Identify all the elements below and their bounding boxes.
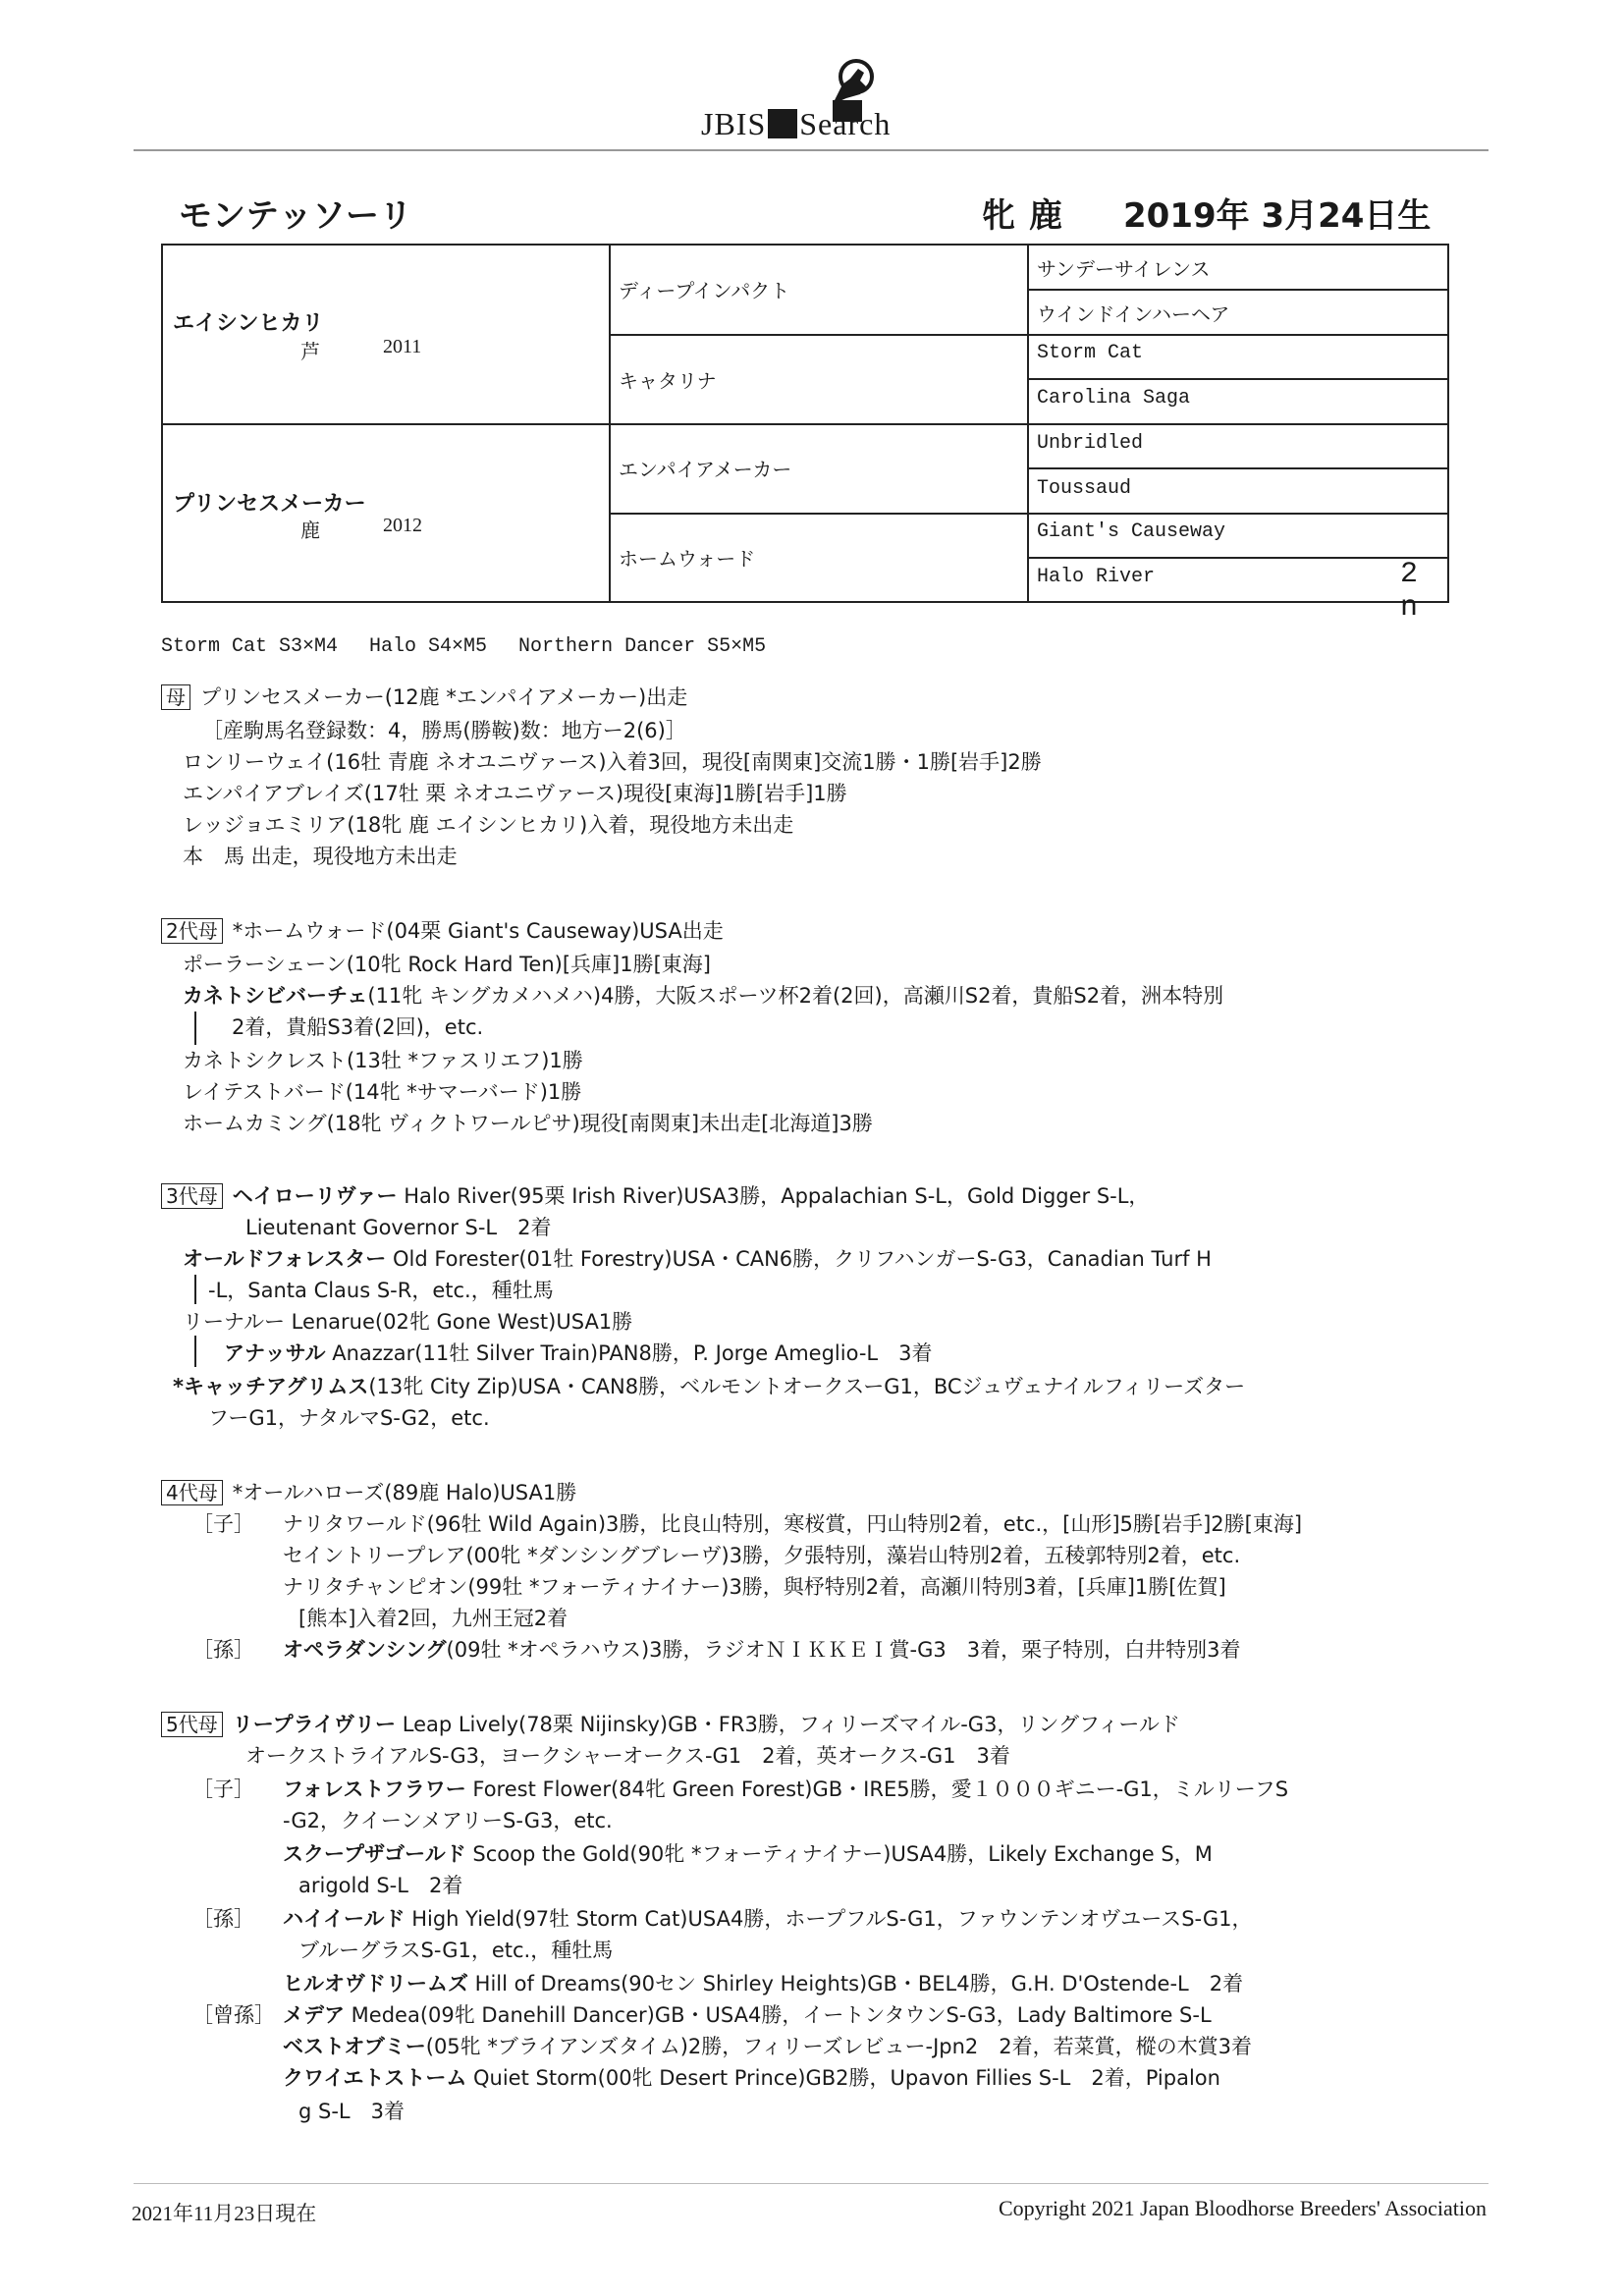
g5dam-line: メデア Medea(09牝 Danehill Dancer)GB・USA4勝，イートンタウンS-G3，Lady Baltimore S-L — [283, 2003, 1212, 2027]
header-divider — [134, 149, 1489, 151]
footer-divider — [134, 2183, 1489, 2184]
pedigree-g2-2: キャタリナ — [619, 369, 717, 393]
sire-name: エイシンヒカリ — [173, 311, 324, 336]
dam-year: 2012 — [383, 515, 422, 536]
g2dam-line: カネトシビバーチェ(11牝 キングカメハメハ)4勝，大阪スポーツ杯2着(2回)，高瀬川S2着，貴船S2着，洲本特別 — [183, 984, 1224, 1008]
g3dam-line: -L，Santa Claus S-R，etc.，種牡馬 — [208, 1279, 554, 1302]
g4dam-label-grand: ［孫］ — [192, 1638, 254, 1662]
pedigree-g2-3: エンパイアメーカー — [619, 458, 792, 481]
pedigree-g3-7: Giant's Causeway — [1037, 520, 1226, 543]
g5dam-line: クワイエトストーム Quiet Storm(00牝 Desert Prince)GB2勝，Upavon Fillies S-L 2着，Pipalon — [283, 2066, 1220, 2090]
pedigree-g3-1: サンデーサイレンス — [1037, 257, 1211, 281]
dam-line: ロンリーウェイ(16牡 青鹿 ネオユニヴァース)入着3回，現役[南関東]交流1勝・1勝[岩手]2勝 — [183, 750, 1042, 774]
pedigree-g3-4: Carolina Saga — [1037, 387, 1191, 410]
g5dam-label-grand: ［孫］ — [192, 1907, 254, 1931]
pedigree-g3-3: Storm Cat — [1037, 342, 1144, 364]
g4dam-line: ナリタワールド(96牡 Wild Again)3勝，比良山特別，寒桜賞，円山特別2着，etc.，[山形]5勝[岩手]2勝[東海] — [283, 1512, 1303, 1536]
g3dam-line: アナッサル Anazzar(11牡 Silver Train)PAN8勝，P. Jorge Ameglio-L 3着 — [224, 1341, 933, 1365]
logo-text: JBIS Search — [701, 106, 892, 141]
g5dam-section-head: 5代母 リープライヴリー Leap Lively(78栗 Nijinsky)GB・FR3勝，フィリーズマイル-G3，リングフィールド — [161, 1709, 1180, 1738]
pedigree-g3-8: Halo River — [1037, 566, 1156, 588]
g5dam-line: arigold S-L 2着 — [298, 1874, 463, 1897]
sire-year: 2011 — [383, 336, 422, 357]
g4dam-label-child: ［子］ — [192, 1512, 254, 1536]
g4dam-line: ナリタチャンピオン(99牡 *フォーティナイナー)3勝，與杼特別2着，高瀬川特別3着，[兵庫]1勝[佐賀] — [283, 1575, 1226, 1599]
pedigree-g3-5: Unbridled — [1037, 432, 1144, 455]
g4dam-line: セイントリープレア(00牝 *ダンシングブレーヴ)3勝，夕張特別，藻岩山特別2着，五稜郭特別2着，etc. — [283, 1544, 1241, 1567]
g5dam-line: フォレストフラワー Forest Flower(84牝 Green Forest)GB・IRE5勝，愛１０００ギニー-G1，ミルリーフS — [283, 1777, 1289, 1801]
g3dam-line: Lieutenant Governor S-L 2着 — [245, 1216, 552, 1239]
g2dam-line: 2着，貴船S3着(2回)，etc. — [232, 1015, 484, 1039]
pedigree-g2-4: ホームウォード — [619, 547, 756, 571]
g5dam-line: -G2，クイーンメアリーS-G3，etc. — [283, 1809, 613, 1832]
dam-line: ［産駒馬名登録数：4，勝馬(勝鞍)数：地方ー2(6)］ — [202, 719, 686, 742]
g5dam-label-child: ［子］ — [192, 1777, 254, 1801]
dam-line: 本 馬 出走，現役地方未出走 — [183, 845, 458, 868]
g4dam-line: [熊本]入着2回，九州王冠2着 — [298, 1607, 568, 1630]
section-tag: 母 — [161, 684, 190, 710]
g5dam-line: ヒルオヴドリームズ Hill of Dreams(90セン Shirley Heights)GB・BEL4勝，G.H. D'Ostende-L 2着 — [283, 1972, 1244, 1995]
g2dam-line: ポーラーシェーン(10牝 Rock Hard Ten)[兵庫]1勝[東海] — [183, 953, 711, 976]
g5dam-label-great: ［曾孫］ — [192, 2003, 275, 2027]
g2dam-section-head: 2代母 *ホームウォード(04栗 Giant's Causeway)USA出走 — [161, 915, 724, 945]
section-tag: 2代母 — [161, 918, 223, 944]
g5dam-line: ブルーグラスS-G1，etc.，種牡馬 — [298, 1939, 614, 1962]
g5dam-line: スクープザゴールド Scoop the Gold(90牝 *フォーティナイナー)USA4勝，Likely Exchange S，M — [283, 1842, 1213, 1866]
g3dam-line: *キャッチアグリムス(13牝 City Zip)USA・CAN8勝，ベルモントオークスーG1，BCジュヴェナイルフィリーズター — [173, 1375, 1246, 1398]
g5dam-line: オークストライアルS-G3，ヨークシャーオークス-G1 2着，英オークス-G1 3着 — [245, 1744, 1010, 1768]
g3dam-line: オールドフォレスター Old Forester(01牡 Forestry)USA・CAN6勝，クリフハンガーS-G3，Canadian Turf H — [183, 1247, 1212, 1271]
pedigree-table — [161, 244, 1449, 625]
g2dam-line: カネトシクレスト(13牡 *ファスリエフ)1勝 — [183, 1049, 583, 1072]
section-tag: 4代母 — [161, 1480, 223, 1505]
horse-sex-color: 牝鹿 — [982, 196, 1076, 236]
dam-line: エンパイアブレイズ(17牡 栗 ネオユニヴァース)現役[東海]1勝[岩手]1勝 — [183, 782, 847, 805]
section-tag: 3代母 — [161, 1183, 223, 1209]
g2dam-line: ホームカミング(18牝 ヴィクトワールピサ)現役[南関東]未出走[北海道]3勝 — [183, 1112, 873, 1135]
footer-date: 2021年11月23日現在 — [132, 2202, 317, 2225]
g5dam-line: ハイイールド High Yield(97牡 Storm Cat)USA4勝，ホープフルS-G1，ファウンテンオヴユースS-G1， — [283, 1907, 1253, 1931]
sire-color: 芦 — [300, 342, 320, 363]
g5dam-line: ベストオブミー(05牝 *ブライアンズタイム)2勝，フィリーズレビュー-Jpn2 2着，若菜賞，樅の木賞3着 — [283, 2035, 1253, 2058]
horse-birth-date: 2019年 3月24日生 — [1123, 196, 1432, 236]
section-tag: 5代母 — [161, 1712, 223, 1737]
family-number: 2 n — [1400, 558, 1419, 625]
g4dam-section-head: 4代母 *オールハローズ(89鹿 Halo)USA1勝 — [161, 1477, 576, 1506]
footer-copyright: Copyright 2021 Japan Bloodhorse Breeders' Association — [998, 2196, 1487, 2220]
horse-name: モンテッソーリ — [179, 196, 412, 236]
g4dam-line: オペラダンシング(09牡 *オペラハウス)3勝，ラジオＮＩＫＫＥＩ賞-G3 3着，栗子特別，白井特別3着 — [283, 1638, 1241, 1662]
g5dam-line: g S-L 3着 — [298, 2100, 405, 2123]
g3dam-line: フーG1，ナタルマS-G2，etc. — [208, 1406, 490, 1430]
pedigree-g2-1: ディープインパクト — [619, 279, 790, 302]
jbis-search-logo — [701, 55, 937, 149]
inbreeding-info: Storm Cat S3×M4 Halo S4×M5 Northern Dancer S5×M5 — [161, 635, 767, 658]
dam-color: 鹿 — [300, 520, 320, 542]
dam-name: プリンセスメーカー — [173, 492, 366, 517]
pedigree-g3-6: Toussaud — [1037, 477, 1132, 500]
dam-line: レッジョエミリア(18牝 鹿 エイシンヒカリ)入着，現役地方未出走 — [183, 813, 794, 837]
g3dam-line: リーナルー Lenarue(02牝 Gone West)USA1勝 — [183, 1310, 633, 1334]
dam-section-head: 母 プリンセスメーカー(12鹿 *エンパイアメーカー)出走 — [161, 682, 687, 711]
g2dam-line: レイテストバード(14牝 *サマーバード)1勝 — [183, 1080, 582, 1104]
pedigree-g3-2: ウインドインハーヘア — [1037, 302, 1230, 326]
g3dam-section-head: 3代母 ヘイローリヴァー Halo River(95栗 Irish River)USA3勝，Appalachian S-L，Gold Digger S-L， — [161, 1180, 1149, 1210]
